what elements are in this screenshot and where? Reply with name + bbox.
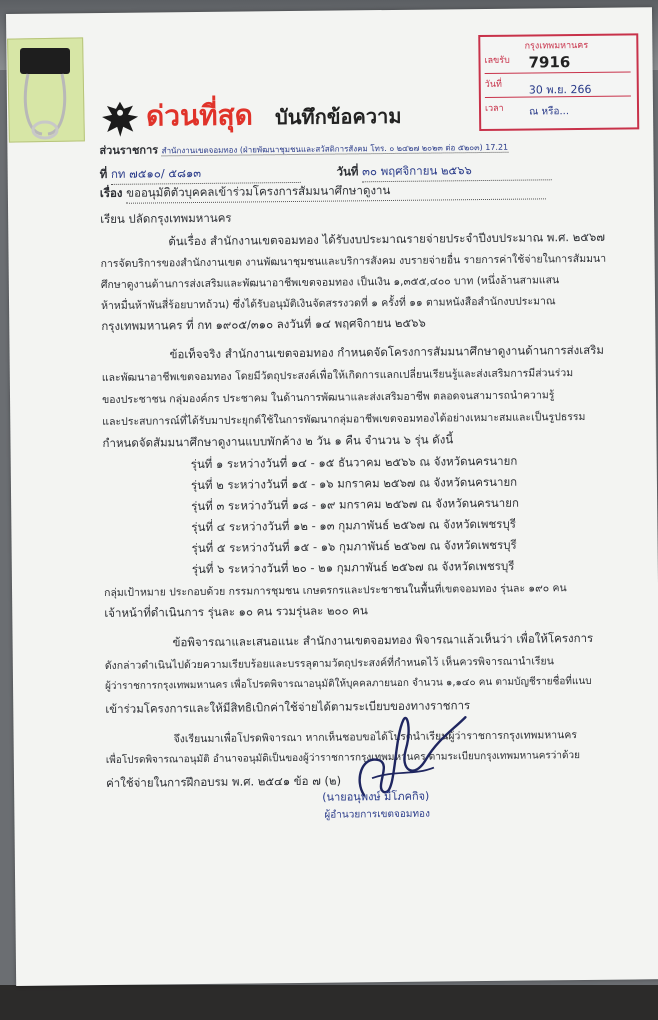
p1-line: การจัดบริการของสำนักงานเขต งานพัฒนาชุมชนและบริการสังคม งบรายจ่ายอื่น รายการค่าใช้จ่ายในการสัมมนา — [100, 252, 607, 271]
p1-line: กรุงเทพมหานคร ที่ กท ๑๙๐๕/๓๑๐ ลงวันที่ ๑๔ พฤศจิกายน ๒๕๖๖ — [101, 315, 426, 334]
stamp-office: กรุงเทพมหานคร — [524, 40, 589, 52]
stamp-date-row — [485, 75, 631, 98]
agency-value: สำนักงานเขตจอมทอง (ฝ่ายพัฒนาชุมชนและสวัสดิการสังคม โทร. ๐ ๒๔๒๗ ๒๐๒๓ ต่อ ๕๒๐๓) 17.21 — [161, 142, 509, 156]
ref-label: ที่ — [99, 166, 108, 182]
p3-line: ข้อพิจารณาและเสนอแนะ สำนักงานเขตจอมทอง พิจารณาแล้วเห็นว่า เพื่อให้โครงการ — [172, 630, 594, 650]
binder-clip-icon — [16, 42, 74, 140]
target-line: เจ้าหน้าที่ดำเนินการ รุ่นละ ๑๐ คน รวมรุ่นละ ๒๐๐ คน — [104, 603, 368, 621]
date-label: วันที่ — [336, 164, 359, 179]
p2-line: ของประชาชน กลุ่มองค์กร ประชาคม ในด้านการพัฒนาและส่งเสริมอาชีพ ตลอดจนสามารถนำความรู้ — [101, 389, 555, 407]
stamp-time: ณ หรือ... — [528, 106, 570, 118]
p2-line: และประสบการณ์ที่ได้รับมาประยุกต์ใช้ในการพัฒนากลุ่มอาชีพเขตจอมทองได้อย่างเหมาะสมและเป็นรูปธรรม — [102, 410, 586, 429]
stamp-number-row — [484, 51, 630, 74]
target-line: กลุ่มเป้าหมาย ประกอบด้วย กรรมการชุมชน เกษตรกรและประชาชนในพื้นที่เขตจอมทอง รุ่นละ ๑๙๐ คน — [104, 582, 567, 600]
p1-line: ศึกษาดูงานด้านการส่งเสริมและพัฒนาอาชีพเขตจอมทอง เป็นเงิน ๑,๓๕๕,๔๐๐ บาท (หนึ่งล้านสามแสน — [100, 274, 560, 292]
memo-document — [6, 7, 658, 986]
p1-line: ต้นเรื่อง สำนักงานเขตจอมทอง ได้รับงบประมาณรายจ่ายประจำปีงบประมาณ พ.ศ. ๒๕๖๗ — [168, 229, 606, 249]
batch-item: รุ่นที่ ๑ ระหว่างวันที่ ๑๔ - ๑๕ ธันวาคม ๒๕๖๖ ณ จังหวัดนครนายก — [190, 453, 518, 472]
p4-line: ค่าใช้จ่ายในการฝึกอบรม พ.ศ. ๒๕๔๑ ข้อ ๗ (๒) — [105, 773, 342, 790]
desk-edge — [0, 985, 658, 1020]
subject-value: ขออนุมัติตัวบุคคลเข้าร่วมโครงการสัมมนาศึกษาดูงาน — [126, 180, 546, 203]
p1-line: ห้าหมื่นห้าพันสี่ร้อยบาทถ้วน) ซึ่งได้รับอนุมัติเงินจัดสรรงวดที่ ๑ ครั้งที่ ๑๑ ตามหนังสือสำนักงบประมาณ — [101, 295, 556, 313]
stamp-number-label: เลขรับ — [484, 55, 510, 66]
stamp-date: 30 พ.ย. 266 — [528, 82, 592, 97]
urgent-label: ด่วนที่สุด — [145, 98, 254, 133]
batch-item: รุ่นที่ ๖ ระหว่างวันที่ ๒๐ - ๒๑ กุมภาพันธ์ ๒๕๖๗ ณ จังหวัดเพชรบุรี — [191, 558, 515, 577]
stamp-time-label: เวลา — [484, 103, 504, 114]
memo-title: บันทึกข้อความ — [274, 103, 402, 130]
ref-value: กท ๗๕๑๐/ ๕๘๑๓ — [111, 164, 301, 185]
stamp-number: 7916 — [528, 53, 571, 72]
p3-line: เข้าร่วมโครงการและให้มีสิทธิเบิกค่าใช้จ่ายได้ตามระเบียบของทางราชการ — [105, 698, 471, 716]
p4-line: จึงเรียนมาเพื่อโปรดพิจารณา หากเห็นชอบขอได้โปรดนำเรียนผู้ว่าราชการกรุงเทพมหานคร — [173, 729, 578, 746]
signer-position: ผู้อำนวยการเขตจอมทอง — [324, 808, 430, 821]
batch-item: รุ่นที่ ๒ ระหว่างวันที่ ๑๕ - ๑๖ มกราคม ๒๕๖๗ ณ จังหวัดนครนายก — [190, 474, 518, 493]
p4-line: เพื่อโปรดพิจารณาอนุมัติ อำนาจอนุมัติเป็นของผู้ว่าราชการกรุงเทพมหานคร ตามระเบียบกรุงเทพมหานครว่าด้วย — [105, 750, 580, 766]
agency-line — [99, 137, 508, 159]
date-value: ๓๐ พฤศจิกายน ๒๕๖๖ — [362, 161, 552, 182]
batch-item: รุ่นที่ ๓ ระหว่างวันที่ ๑๘ - ๑๙ มกราคม ๒๕๖๗ ณ จังหวัดนครนายก — [191, 495, 519, 514]
p3-line: ผู้ว่าราชการกรุงเทพมหานคร เพื่อโปรดพิจารณาอนุมัติให้บุคคลภายนอก จำนวน ๑,๑๔๐ คน ตามบัญชีรายชื่อที่แนบ — [104, 675, 592, 692]
p2-line: ข้อเท็จจริง สำนักงานเขตจอมทอง กำหนดจัดโครงการสัมมนาศึกษาดูงานด้านการส่งเสริม — [169, 342, 605, 362]
p3-line: ดังกล่าวดำเนินไปด้วยความเรียบร้อยและบรรลุตามวัตถุประสงค์ที่กำหนดไว้ เห็นควรพิจารณานำเรียน — [104, 655, 554, 673]
batch-item: รุ่นที่ ๔ ระหว่างวันที่ ๑๒ - ๑๓ กุมภาพันธ์ ๒๕๖๗ ณ จังหวัดเพชรบุรี — [191, 516, 517, 535]
garuda-emblem-icon — [100, 99, 140, 139]
p2-line: และพัฒนาอาชีพเขตจอมทอง โดยมีวัตถุประสงค์เพื่อให้เกิดการแลกเปลี่ยนเรียนรู้และส่งเสริมการมีส่วนร่วม — [101, 367, 574, 385]
receipt-stamp — [478, 33, 639, 131]
stamp-time-row — [485, 99, 631, 121]
agency-label: ส่วนราชการ — [99, 143, 159, 158]
p2-line: กำหนดจัดสัมมนาศึกษาดูงานแบบพักค้าง ๒ วัน ๑ คืน จำนวน ๖ รุ่น ดังนี้ — [102, 432, 454, 451]
salutation: เรียน ปลัดกรุงเทพมหานคร — [100, 210, 232, 227]
signer-name: (นายอนุพงษ์ มีโภคกิจ) — [322, 789, 430, 804]
batch-item: รุ่นที่ ๕ ระหว่างวันที่ ๑๕ - ๑๖ กุมภาพันธ์ ๒๕๖๗ ณ จังหวัดเพชรบุรี — [191, 537, 517, 556]
subject-line — [100, 180, 546, 204]
stamp-date-label: วันที่ — [484, 79, 502, 90]
subject-label: เรื่อง — [99, 185, 123, 201]
